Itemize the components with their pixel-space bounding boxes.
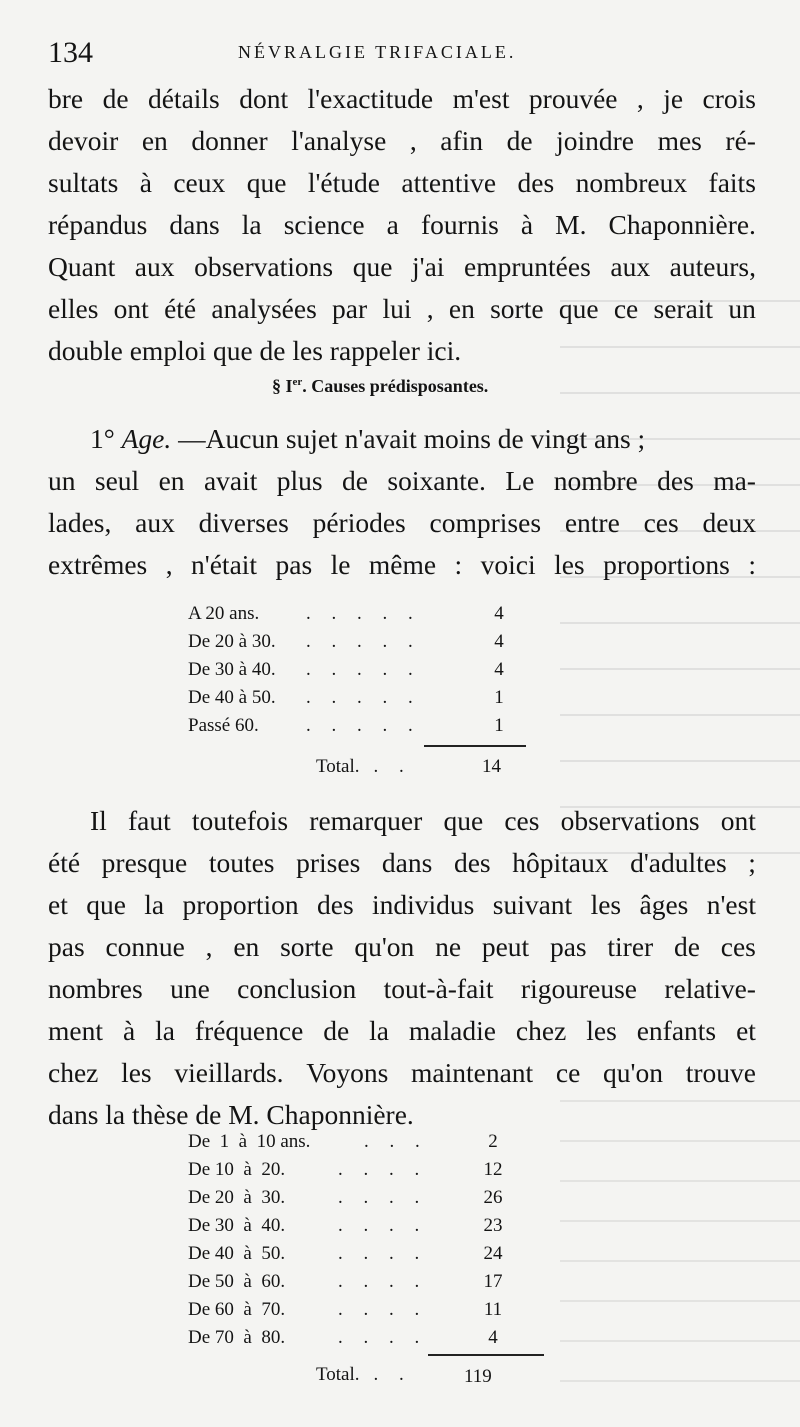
row-value: 4	[494, 659, 504, 680]
word: observations	[560, 805, 700, 836]
word: chez	[48, 1057, 99, 1088]
table-total	[316, 756, 412, 778]
word: prouvée	[528, 83, 618, 114]
row-value: 12	[483, 1159, 503, 1180]
word: enfants	[636, 1015, 717, 1046]
table-row	[188, 1268, 528, 1296]
word: de	[674, 931, 700, 962]
word: maintenant	[411, 1057, 534, 1088]
word: dans	[169, 209, 220, 240]
text-line	[48, 884, 756, 926]
text-line	[48, 1010, 756, 1052]
row-value: 17	[483, 1271, 503, 1292]
word: par	[332, 293, 368, 324]
row-label: De 60 à 70.	[188, 1299, 286, 1320]
table-row	[188, 1324, 528, 1352]
word: seul	[94, 465, 140, 496]
section-heading	[272, 376, 488, 397]
text-line	[48, 246, 756, 288]
word: soixante.	[387, 465, 486, 496]
word: serait	[653, 293, 714, 324]
age-table-2	[188, 1128, 528, 1352]
row-label: De 40 à 50.	[188, 1243, 286, 1264]
row-dots: . . . . .	[306, 603, 421, 624]
word: aux	[134, 251, 175, 282]
word: presque	[101, 847, 188, 878]
text-line	[48, 204, 756, 246]
lead-rest: —Aucun sujet n'avait moins de vingt ans ;	[178, 423, 646, 454]
row-dots: . . . .	[338, 1187, 428, 1208]
word: âges	[639, 889, 689, 920]
word: a	[386, 209, 399, 240]
word: ces	[643, 507, 679, 538]
word: la	[155, 1015, 175, 1046]
word: ont	[720, 805, 756, 836]
total-label: Total.	[316, 1364, 360, 1385]
word: aux	[135, 507, 175, 538]
table-row	[188, 1184, 528, 1212]
table-row	[188, 628, 528, 656]
word: lades,	[48, 507, 112, 538]
lead-word: Age.	[121, 423, 172, 454]
word: qu'on	[354, 931, 415, 962]
word: et	[736, 1015, 756, 1046]
row-label: De 70 à 80.	[188, 1327, 286, 1348]
word: ,	[636, 83, 644, 114]
word: :	[748, 549, 756, 580]
word: aux	[610, 251, 651, 282]
text-line	[48, 288, 756, 330]
word: ces	[720, 931, 756, 962]
word: une	[170, 973, 210, 1004]
word: qu'on	[603, 1057, 663, 1088]
word: :	[454, 549, 463, 580]
word: de	[323, 1015, 350, 1046]
word: fournis	[420, 209, 499, 240]
text-line	[48, 120, 756, 162]
text-line: double emploi que de les rappeler ici.	[48, 335, 462, 366]
table-row	[188, 1128, 528, 1156]
word: chez	[515, 1015, 567, 1046]
word: voici	[480, 549, 536, 580]
word: observations	[194, 251, 334, 282]
row-value: 23	[483, 1215, 503, 1236]
word: M.	[555, 209, 587, 240]
word: ;	[748, 847, 756, 878]
word: prises	[296, 847, 361, 878]
word: maladie	[408, 1015, 496, 1046]
table-row	[188, 1240, 528, 1268]
word: Chaponnière.	[608, 209, 756, 240]
row-label: A 20 ans.	[188, 603, 260, 624]
word: des	[453, 847, 491, 878]
word: mes	[657, 125, 702, 156]
row-dots: . . . .	[338, 1271, 428, 1292]
word: n'est	[706, 889, 756, 920]
word: que	[558, 293, 599, 324]
word: pas	[48, 931, 85, 962]
word: diverses	[198, 507, 289, 538]
word: et	[48, 889, 68, 920]
age-table-1	[188, 600, 528, 740]
word: d'adultes	[630, 847, 727, 878]
word: science	[283, 209, 365, 240]
section-title-text: . Causes prédisposantes.	[302, 376, 489, 396]
word: ,	[409, 125, 417, 156]
row-label: De 20 à 30.	[188, 631, 276, 652]
word: entre	[564, 507, 620, 538]
word: analysées	[211, 293, 317, 324]
word: bre	[48, 83, 84, 114]
word: je	[663, 83, 684, 114]
row-value: 2	[488, 1131, 498, 1152]
word: nombres	[48, 973, 143, 1004]
row-dots: . . . . .	[306, 715, 421, 736]
word: proportions	[603, 549, 730, 580]
word: Le	[505, 465, 535, 496]
row-dots: . . . . .	[306, 687, 421, 708]
word: de	[506, 125, 533, 156]
table-row	[188, 1212, 528, 1240]
row-value: 24	[483, 1243, 503, 1264]
row-value: 1	[494, 715, 504, 736]
word: de	[342, 465, 368, 496]
word: conclusion	[237, 973, 357, 1004]
word: connue	[105, 931, 185, 962]
word: donner	[191, 125, 268, 156]
word: que	[352, 251, 393, 282]
word: ont	[113, 293, 149, 324]
word: nombreux	[575, 167, 688, 198]
word: j'ai	[411, 251, 445, 282]
total-dots: . .	[373, 756, 412, 777]
word: ma-	[713, 465, 756, 496]
word: sorte	[490, 293, 544, 324]
word: fréquence	[194, 1015, 304, 1046]
total-rule	[424, 745, 526, 747]
paragraph-3	[48, 800, 756, 1136]
row-label: De 10 à 20.	[188, 1159, 286, 1180]
row-value: 4	[488, 1327, 498, 1348]
lead-number: 1°	[90, 423, 115, 454]
table-total	[316, 1364, 412, 1386]
word: hôpitaux	[512, 847, 609, 878]
word: nombre	[553, 465, 638, 496]
word: pas	[275, 549, 313, 580]
word: avait	[203, 465, 258, 496]
word: Quant	[48, 251, 116, 282]
word: un	[48, 465, 76, 496]
table-row	[188, 684, 528, 712]
word: des	[517, 167, 555, 198]
row-value: 4	[494, 631, 504, 652]
word: attentive	[401, 167, 497, 198]
word: tout-à-fait	[383, 973, 494, 1004]
table-row	[188, 656, 528, 684]
word: que	[443, 805, 484, 836]
text-line	[48, 544, 756, 586]
row-value: 11	[483, 1299, 503, 1320]
word: ce	[613, 293, 639, 324]
word: comprises	[429, 507, 542, 538]
text-line	[48, 78, 756, 120]
row-label: De 30 à 40.	[188, 659, 276, 680]
word: ceux	[173, 167, 226, 198]
row-value: 4	[494, 603, 504, 624]
section-prefix: § I	[272, 376, 293, 396]
text-line	[48, 162, 756, 204]
word: suivant	[492, 889, 573, 920]
row-dots: . . . .	[338, 1243, 428, 1264]
word: Voyons	[306, 1057, 389, 1088]
word: sorte	[280, 931, 334, 962]
page-number: 134	[48, 36, 93, 69]
word: remarquer	[309, 805, 423, 836]
word: les	[554, 549, 585, 580]
word: détails	[147, 83, 220, 114]
row-dots: . . . .	[338, 1299, 428, 1320]
row-label: De 50 à 60.	[188, 1271, 286, 1292]
word: l'analyse	[291, 125, 387, 156]
word: dont	[239, 83, 289, 114]
row-label: De 40 à 50.	[188, 687, 276, 708]
word: afin	[440, 125, 484, 156]
word: deux	[702, 507, 756, 538]
word: l'étude	[307, 167, 380, 198]
word: en	[233, 931, 260, 962]
total-value: 14	[482, 756, 501, 777]
word: l'exactitude	[307, 83, 434, 114]
word: Il	[90, 805, 107, 836]
paragraph-1	[48, 78, 756, 372]
table-row	[188, 1296, 528, 1324]
word: tirer	[607, 931, 654, 962]
total-value: 119	[464, 1366, 492, 1387]
word: été	[164, 293, 197, 324]
section-sup: er	[292, 376, 303, 388]
page-header	[48, 36, 748, 76]
paragraph-2	[48, 418, 756, 586]
total-dots: . .	[373, 1364, 412, 1385]
row-label: De 30 à 40.	[188, 1215, 286, 1236]
word: à	[122, 1015, 136, 1046]
bleed-through-texture	[560, 1100, 800, 1400]
running-title: NÉVRALGIE TRIFACIALE.	[238, 42, 517, 62]
word: empruntées	[464, 251, 591, 282]
word: même	[368, 549, 437, 580]
word: devoir	[48, 125, 119, 156]
table-row	[188, 712, 528, 740]
word: joindre	[556, 125, 635, 156]
word: proportion	[182, 889, 299, 920]
word: à	[139, 167, 152, 198]
word: que	[86, 889, 126, 920]
text-line	[48, 926, 756, 968]
word: ,	[165, 549, 173, 580]
text-line	[48, 800, 756, 842]
row-dots: . . . . .	[306, 659, 421, 680]
word: ré-	[725, 125, 756, 156]
word: ,	[426, 293, 434, 324]
word: toutefois	[191, 805, 289, 836]
table-row	[188, 1156, 528, 1184]
word: crois	[702, 83, 756, 114]
row-dots: . . . .	[338, 1215, 428, 1236]
word: toutes	[208, 847, 275, 878]
word: plus	[276, 465, 323, 496]
text-line: dans la thèse de M. Chaponnière.	[48, 1099, 414, 1130]
word: m'est	[452, 83, 510, 114]
total-rule	[428, 1354, 544, 1356]
word: dans	[381, 847, 433, 878]
word: la	[369, 1015, 389, 1046]
word: ne	[435, 931, 462, 962]
word: ces	[504, 805, 540, 836]
word: faits	[708, 167, 756, 198]
word: pas	[549, 931, 587, 962]
word: périodes	[312, 507, 406, 538]
word: ,	[205, 931, 213, 962]
word: à	[520, 209, 534, 240]
word: n'était	[191, 549, 258, 580]
word: individus	[372, 889, 475, 920]
word: en	[158, 465, 185, 496]
row-dots: . . . .	[338, 1159, 428, 1180]
text-line	[48, 1052, 756, 1094]
word: un	[728, 293, 756, 324]
word: la	[241, 209, 262, 240]
word: la	[144, 889, 165, 920]
word: vieillards.	[174, 1057, 284, 1088]
text-line	[48, 968, 756, 1010]
word: relative-	[664, 973, 756, 1004]
word: en	[141, 125, 168, 156]
word: extrêmes	[48, 549, 148, 580]
word: de	[102, 83, 129, 114]
row-label: De 1 à 10 ans.	[188, 1131, 311, 1152]
text-line	[48, 502, 756, 544]
row-dots: . . . .	[338, 1327, 428, 1348]
word: ce	[555, 1057, 581, 1088]
word: rigoureuse	[520, 973, 637, 1004]
word: faut	[127, 805, 171, 836]
word: les	[121, 1057, 152, 1088]
word: des	[657, 465, 694, 496]
word: lui	[382, 293, 412, 324]
word: sultats	[48, 167, 119, 198]
row-dots: . . . . .	[306, 631, 421, 652]
word: en	[448, 293, 475, 324]
word: les	[590, 889, 622, 920]
word: elles	[48, 293, 99, 324]
word: des	[316, 889, 354, 920]
word: répandus	[48, 209, 148, 240]
text-line	[48, 460, 756, 502]
row-label: Passé 60.	[188, 715, 259, 736]
word: peut	[481, 931, 530, 962]
word: été	[48, 847, 81, 878]
row-label: De 20 à 30.	[188, 1187, 286, 1208]
text-line	[48, 842, 756, 884]
row-value: 26	[483, 1187, 503, 1208]
total-label: Total.	[316, 756, 360, 777]
word: que	[246, 167, 287, 198]
word: auteurs,	[669, 251, 756, 282]
word: le	[330, 549, 351, 580]
word: trouve	[685, 1057, 756, 1088]
row-dots: . . .	[364, 1131, 428, 1152]
table-row	[188, 600, 528, 628]
text-line	[48, 418, 756, 460]
word: ment	[48, 1015, 103, 1046]
row-value: 1	[494, 687, 504, 708]
word: les	[586, 1015, 617, 1046]
